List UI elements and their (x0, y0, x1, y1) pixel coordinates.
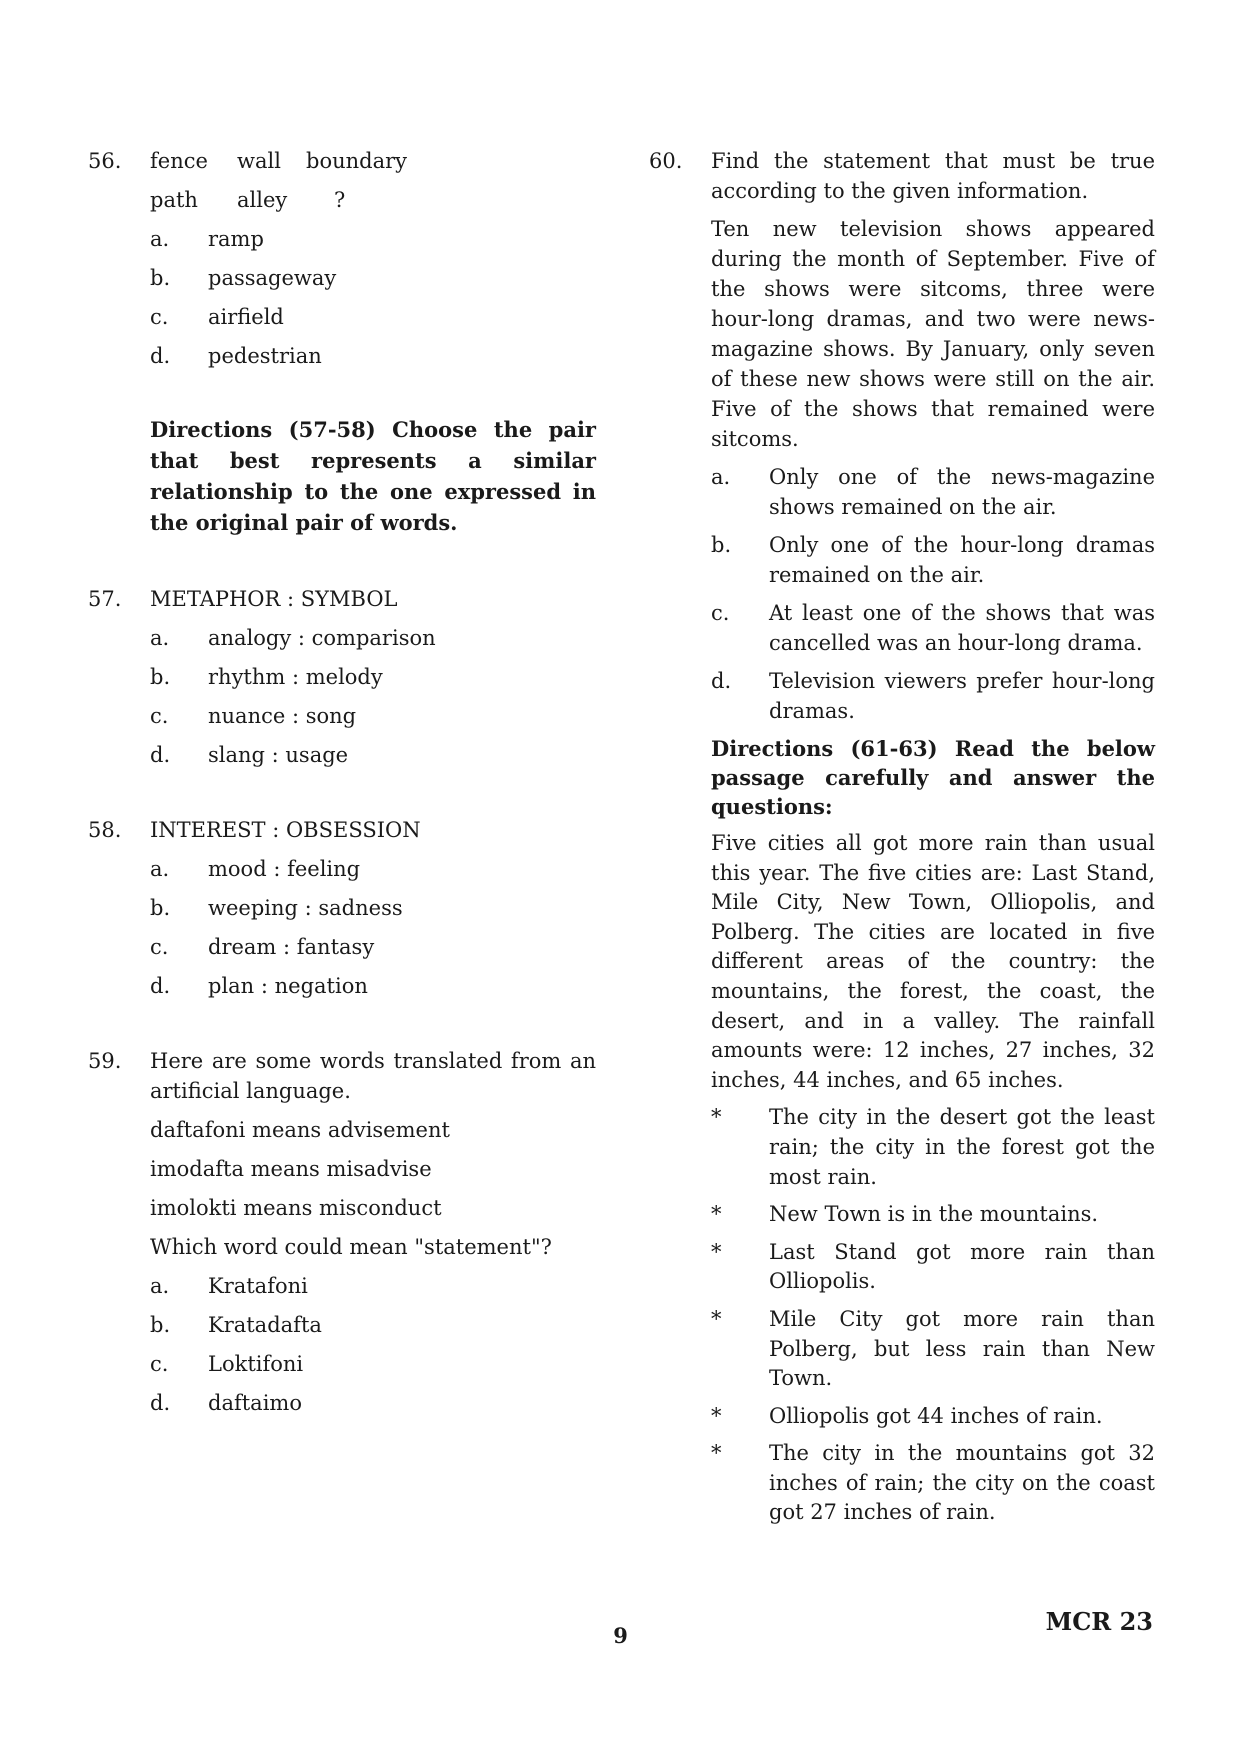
clue-list (649, 1103, 1155, 1528)
option-text: nuance : song (208, 704, 357, 728)
option-b[interactable] (711, 530, 1155, 590)
option-letter: b. (150, 665, 171, 689)
translation-line: daftafoni means advisement (150, 1118, 450, 1142)
word: ? (334, 188, 346, 212)
option-d[interactable] (150, 740, 596, 770)
question-number: 56. (88, 149, 122, 173)
option-letter: d. (150, 344, 171, 368)
option-b[interactable] (150, 263, 596, 293)
option-c[interactable] (150, 1349, 596, 1379)
option-b[interactable] (150, 662, 596, 692)
option-letter: c. (150, 704, 169, 728)
question-number: 58. (88, 818, 122, 842)
option-text: mood : feeling (208, 857, 361, 881)
clue-item (711, 1439, 1155, 1528)
asterisk-bullet: * (711, 1403, 722, 1428)
option-text: Television viewers prefer hour-long dramas. (769, 669, 1155, 723)
option-letter: b. (711, 533, 732, 557)
option-letter: a. (711, 465, 731, 489)
option-letter: c. (150, 305, 169, 329)
translation-line: imodafta means misadvise (150, 1157, 432, 1181)
option-d[interactable] (150, 341, 596, 371)
option-text: ramp (208, 227, 264, 251)
question-57 (88, 584, 596, 770)
option-letter: d. (150, 743, 171, 767)
option-d[interactable] (150, 971, 596, 1001)
option-a[interactable] (150, 623, 596, 653)
option-text: passageway (208, 266, 337, 290)
option-b[interactable] (150, 893, 596, 923)
rainfall-passage (649, 829, 1155, 1095)
option-a[interactable] (150, 224, 596, 254)
asterisk-bullet: * (711, 1239, 722, 1264)
clue-text: New Town is in the mountains. (769, 1202, 1099, 1227)
directions-text: Directions (57-58) Choose the pair that best represents a similar relationship to the one expressed in the original pair of words. (150, 417, 596, 535)
clue-item (711, 1305, 1155, 1394)
option-letter: a. (150, 626, 170, 650)
option-letter: c. (150, 1352, 169, 1376)
question-passage: Ten new television shows appeared during the month of September. Five of the shows were sitcoms, three were hour-long dramas, and two were news-magazine shows. By January, only seven of these new shows were still on the air. Five of the shows that remained were sitcoms. (711, 217, 1155, 451)
word: wall (237, 149, 281, 173)
option-letter: a. (150, 227, 170, 251)
option-letter: b. (150, 266, 171, 290)
option-letter: c. (150, 935, 169, 959)
option-text: airfield (208, 305, 284, 329)
option-letter: a. (150, 1274, 170, 1298)
left-column (88, 146, 596, 1418)
option-text: rhythm : melody (208, 665, 383, 689)
clue-item (711, 1238, 1155, 1297)
word: path (150, 188, 198, 212)
question-59 (88, 1046, 596, 1418)
option-letter: d. (150, 974, 171, 998)
option-text: slang : usage (208, 743, 349, 767)
option-text: Kratafoni (208, 1274, 308, 1298)
asterisk-bullet: * (711, 1105, 722, 1130)
clue-text: The city in the desert got the least rain; the city in the forest got the most rain. (769, 1105, 1155, 1189)
question-60 (649, 146, 1155, 726)
option-d[interactable] (150, 1388, 596, 1418)
option-b[interactable] (150, 1310, 596, 1340)
right-column (649, 146, 1155, 1528)
word: alley (237, 188, 288, 212)
option-letter: b. (150, 1313, 171, 1337)
option-text: dream : fantasy (208, 935, 375, 959)
option-d[interactable] (711, 666, 1155, 726)
option-c[interactable] (711, 598, 1155, 658)
asterisk-bullet: * (711, 1441, 722, 1466)
page-number: 9 (613, 1623, 628, 1648)
clue-text: Olliopolis got 44 inches of rain. (769, 1403, 1103, 1428)
translation-line: imolokti means misconduct (150, 1196, 442, 1220)
option-text: At least one of the shows that was cancelled was an hour-long drama. (769, 601, 1155, 655)
question-stem: Find the statement that must be true according to the given information. (711, 149, 1155, 203)
question-number: 57. (88, 587, 122, 611)
option-letter: b. (150, 896, 171, 920)
question-stem: INTEREST : OBSESSION (150, 818, 421, 842)
question-56 (88, 146, 596, 371)
question-58 (88, 815, 596, 1001)
paper-code: MCR 23 (1045, 1607, 1153, 1636)
clue-text: The city in the mountains got 32 inches of rain; the city on the coast got 27 inches of rain. (769, 1441, 1155, 1525)
option-c[interactable] (150, 932, 596, 962)
option-a[interactable] (150, 1271, 596, 1301)
option-text: Kratadafta (208, 1313, 322, 1337)
asterisk-bullet: * (711, 1306, 722, 1331)
option-a[interactable] (150, 854, 596, 884)
option-a[interactable] (711, 462, 1155, 522)
option-text: Loktifoni (208, 1352, 304, 1376)
option-text: analogy : comparison (208, 626, 436, 650)
option-c[interactable] (150, 302, 596, 332)
option-letter: d. (711, 669, 732, 693)
clue-text: Mile City got more rain than Polberg, but less rain than New Town. (769, 1306, 1155, 1391)
option-c[interactable] (150, 701, 596, 731)
question-prompt: Which word could mean "statement"? (150, 1235, 552, 1259)
word: boundary (306, 149, 408, 173)
option-letter: c. (711, 601, 730, 625)
clue-item (711, 1402, 1155, 1432)
option-text: weeping : sadness (208, 896, 403, 920)
clue-text: Last Stand got more rain than Olliopolis. (769, 1239, 1155, 1294)
option-text: pedestrian (208, 344, 322, 368)
word-row-2 (150, 185, 596, 215)
option-text: plan : negation (208, 974, 368, 998)
question-stem: METAPHOR : SYMBOL (150, 587, 398, 611)
option-letter: a. (150, 857, 170, 881)
passage-text: Five cities all got more rain than usual this year. The five cities are: Last Stand, Mile City, New Town, Olliopolis, and Polberg. The cities are located in five different areas of the country: the mountains, the forest, the coast, the desert, and in a valley. The rainfall amounts were: 12 inches, 27 inches, 32 inches, 44 inches, and 65 inches. (711, 831, 1155, 1092)
option-text: Only one of the hour-long dramas remained on the air. (769, 533, 1155, 587)
directions-text: Directions (61-63) Read the below passage carefully and answer the questions: (711, 736, 1155, 819)
option-letter: d. (150, 1391, 171, 1415)
directions-61-63 (649, 734, 1155, 821)
question-stem: Here are some words translated from an artificial language. (150, 1049, 596, 1103)
question-number: 59. (88, 1049, 122, 1073)
question-number: 60. (649, 149, 683, 173)
word: fence (150, 149, 208, 173)
directions-57-58 (88, 414, 596, 538)
clue-item (711, 1200, 1155, 1230)
asterisk-bullet: * (711, 1202, 722, 1227)
clue-item (711, 1103, 1155, 1192)
word-row-1 (150, 146, 596, 176)
option-text: daftaimo (208, 1391, 302, 1415)
option-text: Only one of the news-magazine shows remained on the air. (769, 465, 1155, 519)
